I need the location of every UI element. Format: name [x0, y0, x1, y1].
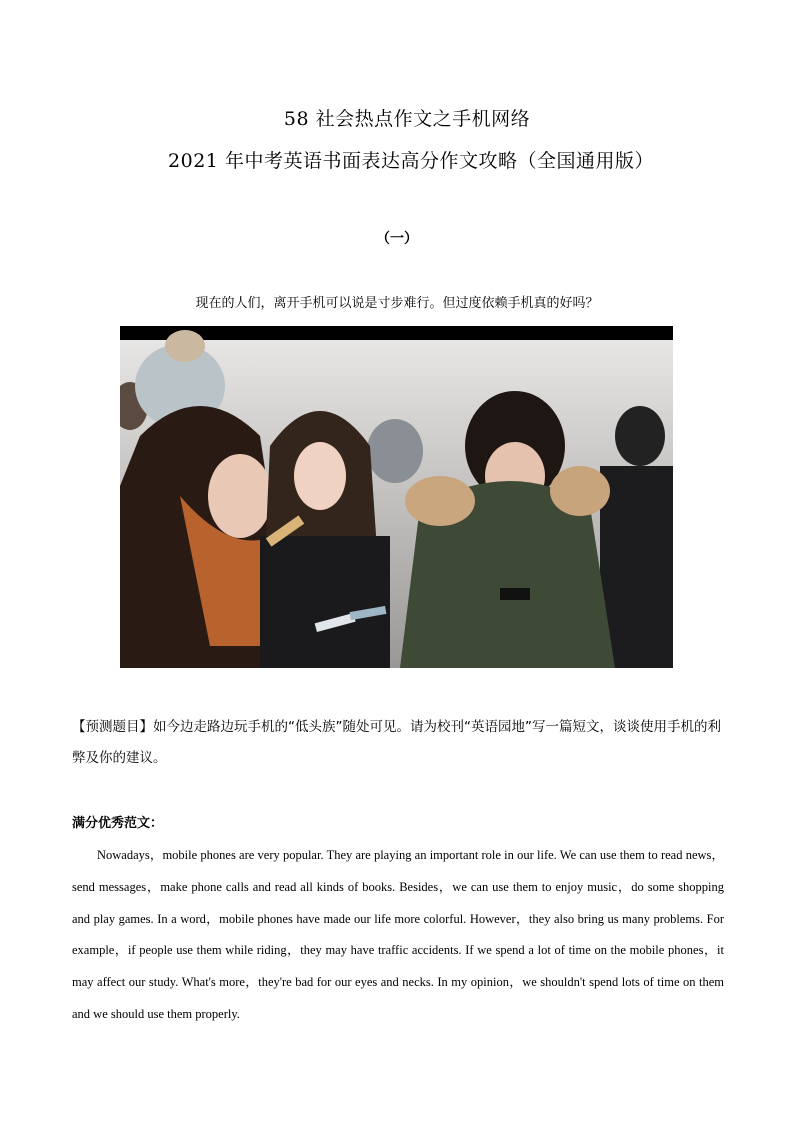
prompt-text: 【预测题目】如今边走路边玩手机的“低头族”随处可见。请为校刊“英语园地”写一篇短文，谈谈使用手机的利弊及你的建议。: [72, 719, 721, 766]
intro-line: 现在的人们，离开手机可以说是寸步难行。但过度依赖手机真的好吗？: [195, 296, 599, 311]
people-using-phones-photo: [120, 326, 673, 668]
document-subtitle: 2021 年中考英语书面表达高分作文攻略（全国通用版）: [168, 150, 654, 172]
model-essay: Nowadays，mobile phones are very popular. They are playing an important role in our life. We can use them to read news，send messages，make phone calls and read all kinds of books. Besides，we can use them to enjoy music，do some shopping and play games. In a word，mobile phones have made our life more colorful. However，they also bring us many problems. For example，if people use them while riding，they may have traffic accidents. If we spend a lot of time on the mobile phones，it may affect our study. What's more，they're bad for our eyes and necks. In my opinion，we shouldn't spend lots of time on them and we should use them properly.: [72, 848, 724, 1021]
document-title: 58 社会热点作文之手机网络: [283, 108, 531, 130]
section-heading: （一）: [376, 231, 418, 247]
model-essay-label: 满分优秀范文：: [72, 816, 164, 831]
